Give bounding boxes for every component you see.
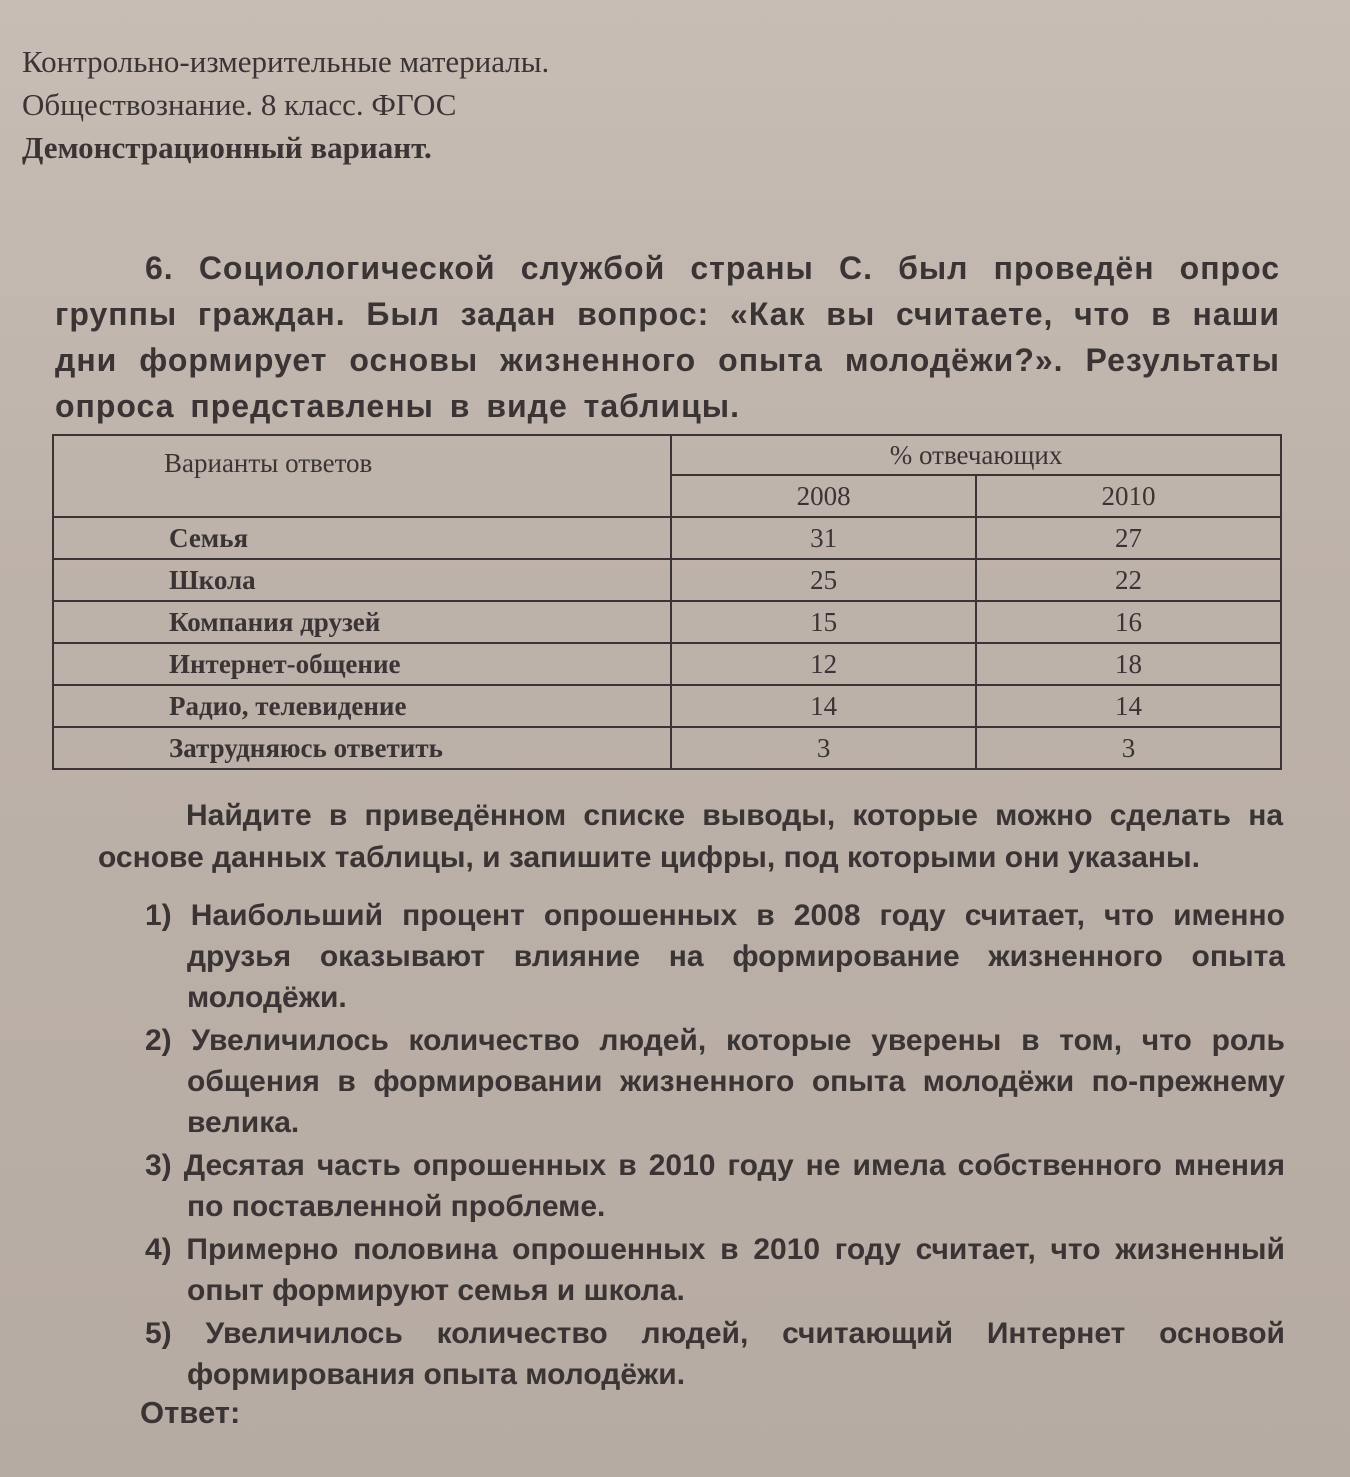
value-2010: 27 [976,517,1281,559]
value-2008: 25 [671,559,976,601]
instruction-text [98,795,1283,879]
table-row [53,559,1281,601]
answer-label: Ответ: [140,1395,241,1430]
value-2008: 31 [671,517,976,559]
value-2008: 14 [671,685,976,727]
row-label: Радио, телевидение [53,685,671,727]
value-2010: 3 [976,727,1281,769]
row-label: Компания друзей [53,601,671,643]
option-5: 5) Увеличилось количество людей, считающий Интернет основой формирования опыта молодёжи. [145,1317,1285,1391]
survey-table [52,434,1282,770]
row-label: Школа [53,559,671,601]
row-label: Интернет-общение [53,643,671,685]
header-line-1: Контрольно-измерительные материалы. [22,44,550,79]
table-row [53,517,1281,559]
value-2010: 14 [976,685,1281,727]
table-row [53,643,1281,685]
task-number: 6. [145,250,174,286]
header-line-2: Обществознание. 8 класс. ФГОС [22,87,457,122]
instruction-body: Найдите в приведённом списке выводы, которые можно сделать на основе данных таблицы, и запишите цифры, под которыми они указаны. [98,799,1283,874]
document-header [22,40,549,169]
option-3: 3) Десятая часть опрошенных в 2010 году не имела собственного мнения по поставленной проблеме. [145,1149,1285,1223]
options-list [145,895,1285,1397]
table-row [53,601,1281,643]
row-label: Семья [53,517,671,559]
value-2010: 16 [976,601,1281,643]
option-1: 1) Наибольший процент опрошенных в 2008 году считает, что именно друзья оказывают влияние на формирование жизненного опыта молодёжи. [145,899,1285,1014]
header-line-3: Демонстрационный вариант. [22,130,432,165]
task-text: Социологической службой страны С. был проведён опрос группы граждан. Был задан вопрос: «Как вы считаете, что в наши дни формирует основы жизненного опыта молодёжи?». Результаты опроса представлены в виде таблицы. [55,250,1281,424]
option-2: 2) Увеличилось количество людей, которые уверены в том, что роль общения в формировании жизненного опыта молодёжи по-прежнему велика. [145,1024,1285,1139]
value-2010: 22 [976,559,1281,601]
year-2008-header: 2008 [671,475,976,517]
answers-header: Варианты ответов [53,435,671,517]
task-statement [55,245,1280,429]
table-row [53,727,1281,769]
percent-header: % отвечающих [671,435,1281,475]
value-2008: 3 [671,727,976,769]
table-row [53,685,1281,727]
row-label: Затрудняюсь ответить [53,727,671,769]
year-2010-header: 2010 [976,475,1281,517]
value-2008: 15 [671,601,976,643]
value-2008: 12 [671,643,976,685]
option-4: 4) Примерно половина опрошенных в 2010 году считает, что жизненный опыт формируют семья и школа. [145,1233,1285,1307]
value-2010: 18 [976,643,1281,685]
